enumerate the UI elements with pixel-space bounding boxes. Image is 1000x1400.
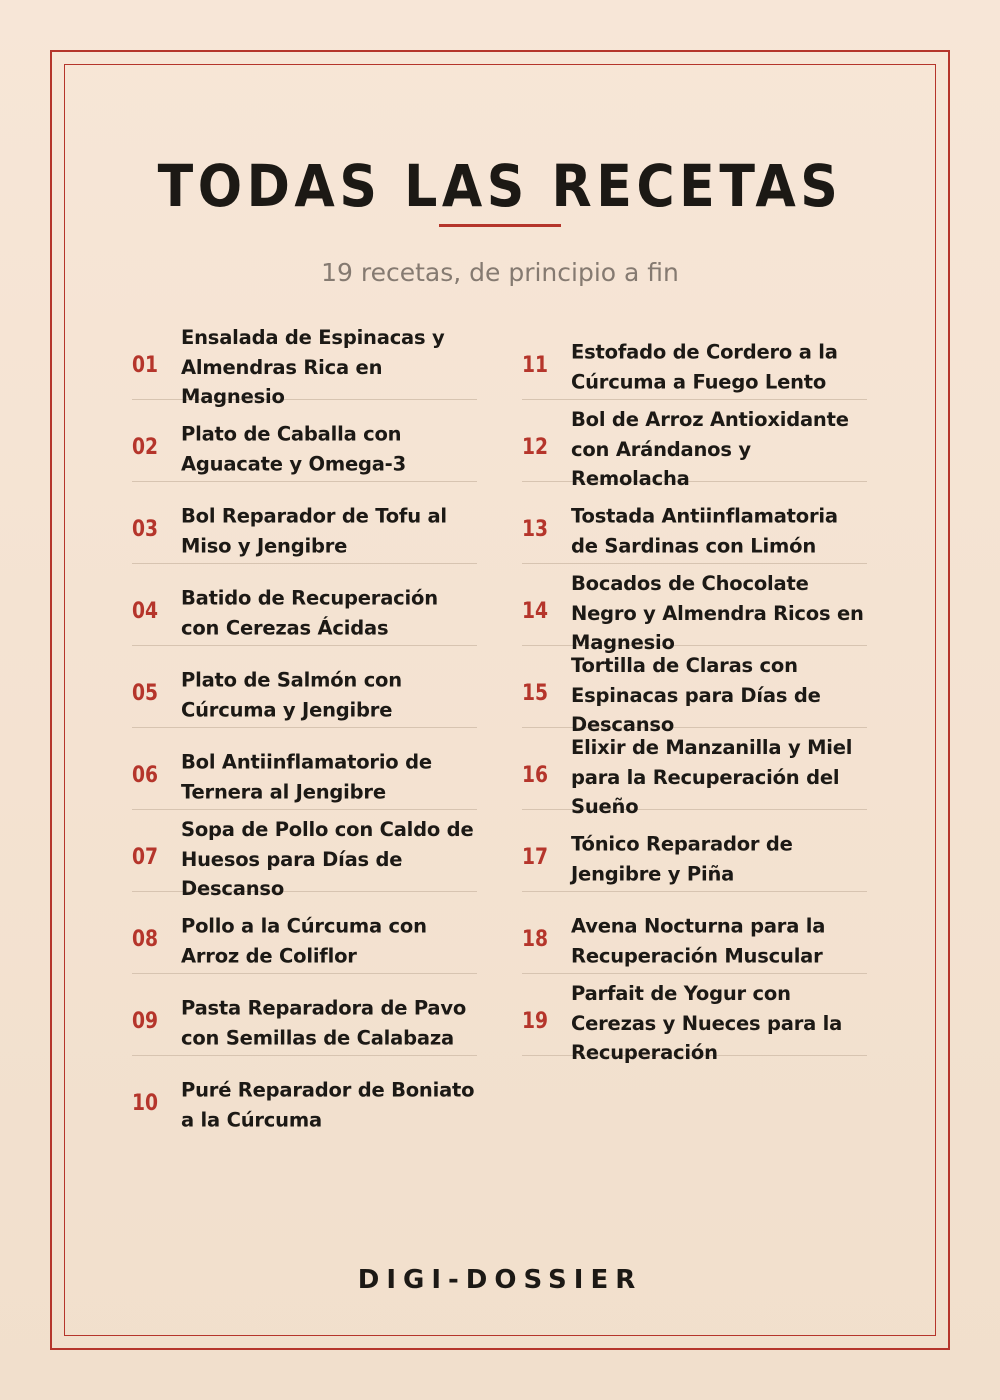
recipe-title: Plato de Caballa con Aguacate y Omega-3 <box>181 422 406 475</box>
recipe-number: 12 <box>522 435 549 460</box>
recipe-item[interactable] <box>522 892 867 974</box>
recipe-item[interactable] <box>132 564 477 646</box>
recipe-number: 06 <box>132 763 159 788</box>
recipe-title: Pasta Reparadora de Pavo con Semillas de Calabaza <box>181 996 467 1049</box>
recipe-item[interactable] <box>522 728 867 818</box>
title-underline <box>439 224 561 227</box>
recipe-title: Puré Reparador de Boniato a la Cúrcuma <box>181 1078 475 1131</box>
recipe-title: Avena Nocturna para la Recuperación Muscular <box>571 914 826 967</box>
page-subtitle: 19 recetas, de principio a fin <box>321 258 679 287</box>
recipe-number: 18 <box>522 927 549 952</box>
recipe-title: Bol de Arroz Antioxidante con Arándanos y Remolacha <box>571 407 849 490</box>
recipe-item[interactable] <box>132 400 477 482</box>
recipe-number: 13 <box>522 517 549 542</box>
recipe-item[interactable] <box>522 318 867 400</box>
recipe-number: 04 <box>132 599 159 624</box>
recipe-title: Tortilla de Claras con Espinacas para Días de Descanso <box>571 653 821 736</box>
recipe-title: Bol Reparador de Tofu al Miso y Jengibre <box>181 504 447 557</box>
recipe-item[interactable] <box>132 646 477 728</box>
recipe-item[interactable] <box>132 482 477 564</box>
recipe-item[interactable] <box>522 974 867 1064</box>
recipe-number: 01 <box>132 353 159 378</box>
recipe-number: 19 <box>522 1009 549 1034</box>
recipe-title: Plato de Salmón con Cúrcuma y Jengibre <box>181 668 402 721</box>
recipe-number: 07 <box>132 845 159 870</box>
brand-footer: DIGI-DOSSIER <box>357 1265 643 1295</box>
recipe-number: 17 <box>522 845 549 870</box>
recipe-number: 02 <box>132 435 159 460</box>
recipe-item[interactable] <box>522 482 867 564</box>
recipe-number: 08 <box>132 927 159 952</box>
recipe-number: 15 <box>522 681 549 706</box>
recipe-item[interactable] <box>132 974 477 1056</box>
recipe-title: Parfait de Yogur con Cerezas y Nueces para la Recuperación <box>571 981 843 1064</box>
recipe-item[interactable] <box>132 728 477 810</box>
recipe-title: Ensalada de Espinacas y Almendras Rica en Magnesio <box>181 325 445 408</box>
recipe-title: Tónico Reparador de Jengibre y Piña <box>571 832 793 885</box>
recipe-title: Sopa de Pollo con Caldo de Huesos para Días de Descanso <box>181 817 474 900</box>
recipe-number: 16 <box>522 763 549 788</box>
recipe-title: Bol Antiinflamatorio de Ternera al Jengibre <box>181 750 432 803</box>
recipe-item[interactable] <box>132 810 477 900</box>
recipe-item[interactable] <box>132 318 477 408</box>
recipe-item[interactable] <box>522 564 867 654</box>
recipe-item[interactable] <box>132 1056 477 1138</box>
recipe-number: 09 <box>132 1009 159 1034</box>
recipe-item[interactable] <box>132 892 477 974</box>
recipe-number: 10 <box>132 1091 159 1116</box>
recipe-item[interactable] <box>522 400 867 490</box>
recipe-number: 03 <box>132 517 159 542</box>
recipe-title: Tostada Antiinflamatoria de Sardinas con Limón <box>571 504 838 557</box>
recipe-title: Bocados de Chocolate Negro y Almendra Ricos en Magnesio <box>571 571 864 654</box>
recipe-item[interactable] <box>522 810 867 892</box>
recipe-title: Estofado de Cordero a la Cúrcuma a Fuego Lento <box>571 340 838 393</box>
recipe-number: 05 <box>132 681 159 706</box>
recipe-list-right <box>522 318 867 1064</box>
recipe-list-left <box>132 318 477 1138</box>
recipe-number: 11 <box>522 353 549 378</box>
recipe-title: Pollo a la Cúrcuma con Arroz de Coliflor <box>181 914 427 967</box>
recipe-title: Batido de Recuperación con Cerezas Ácidas <box>181 586 438 639</box>
page-title: TODAS LAS RECETAS <box>157 152 843 220</box>
recipe-title: Elixir de Manzanilla y Miel para la Recuperación del Sueño <box>571 735 853 818</box>
recipe-number: 14 <box>522 599 549 624</box>
recipe-item[interactable] <box>522 646 867 736</box>
